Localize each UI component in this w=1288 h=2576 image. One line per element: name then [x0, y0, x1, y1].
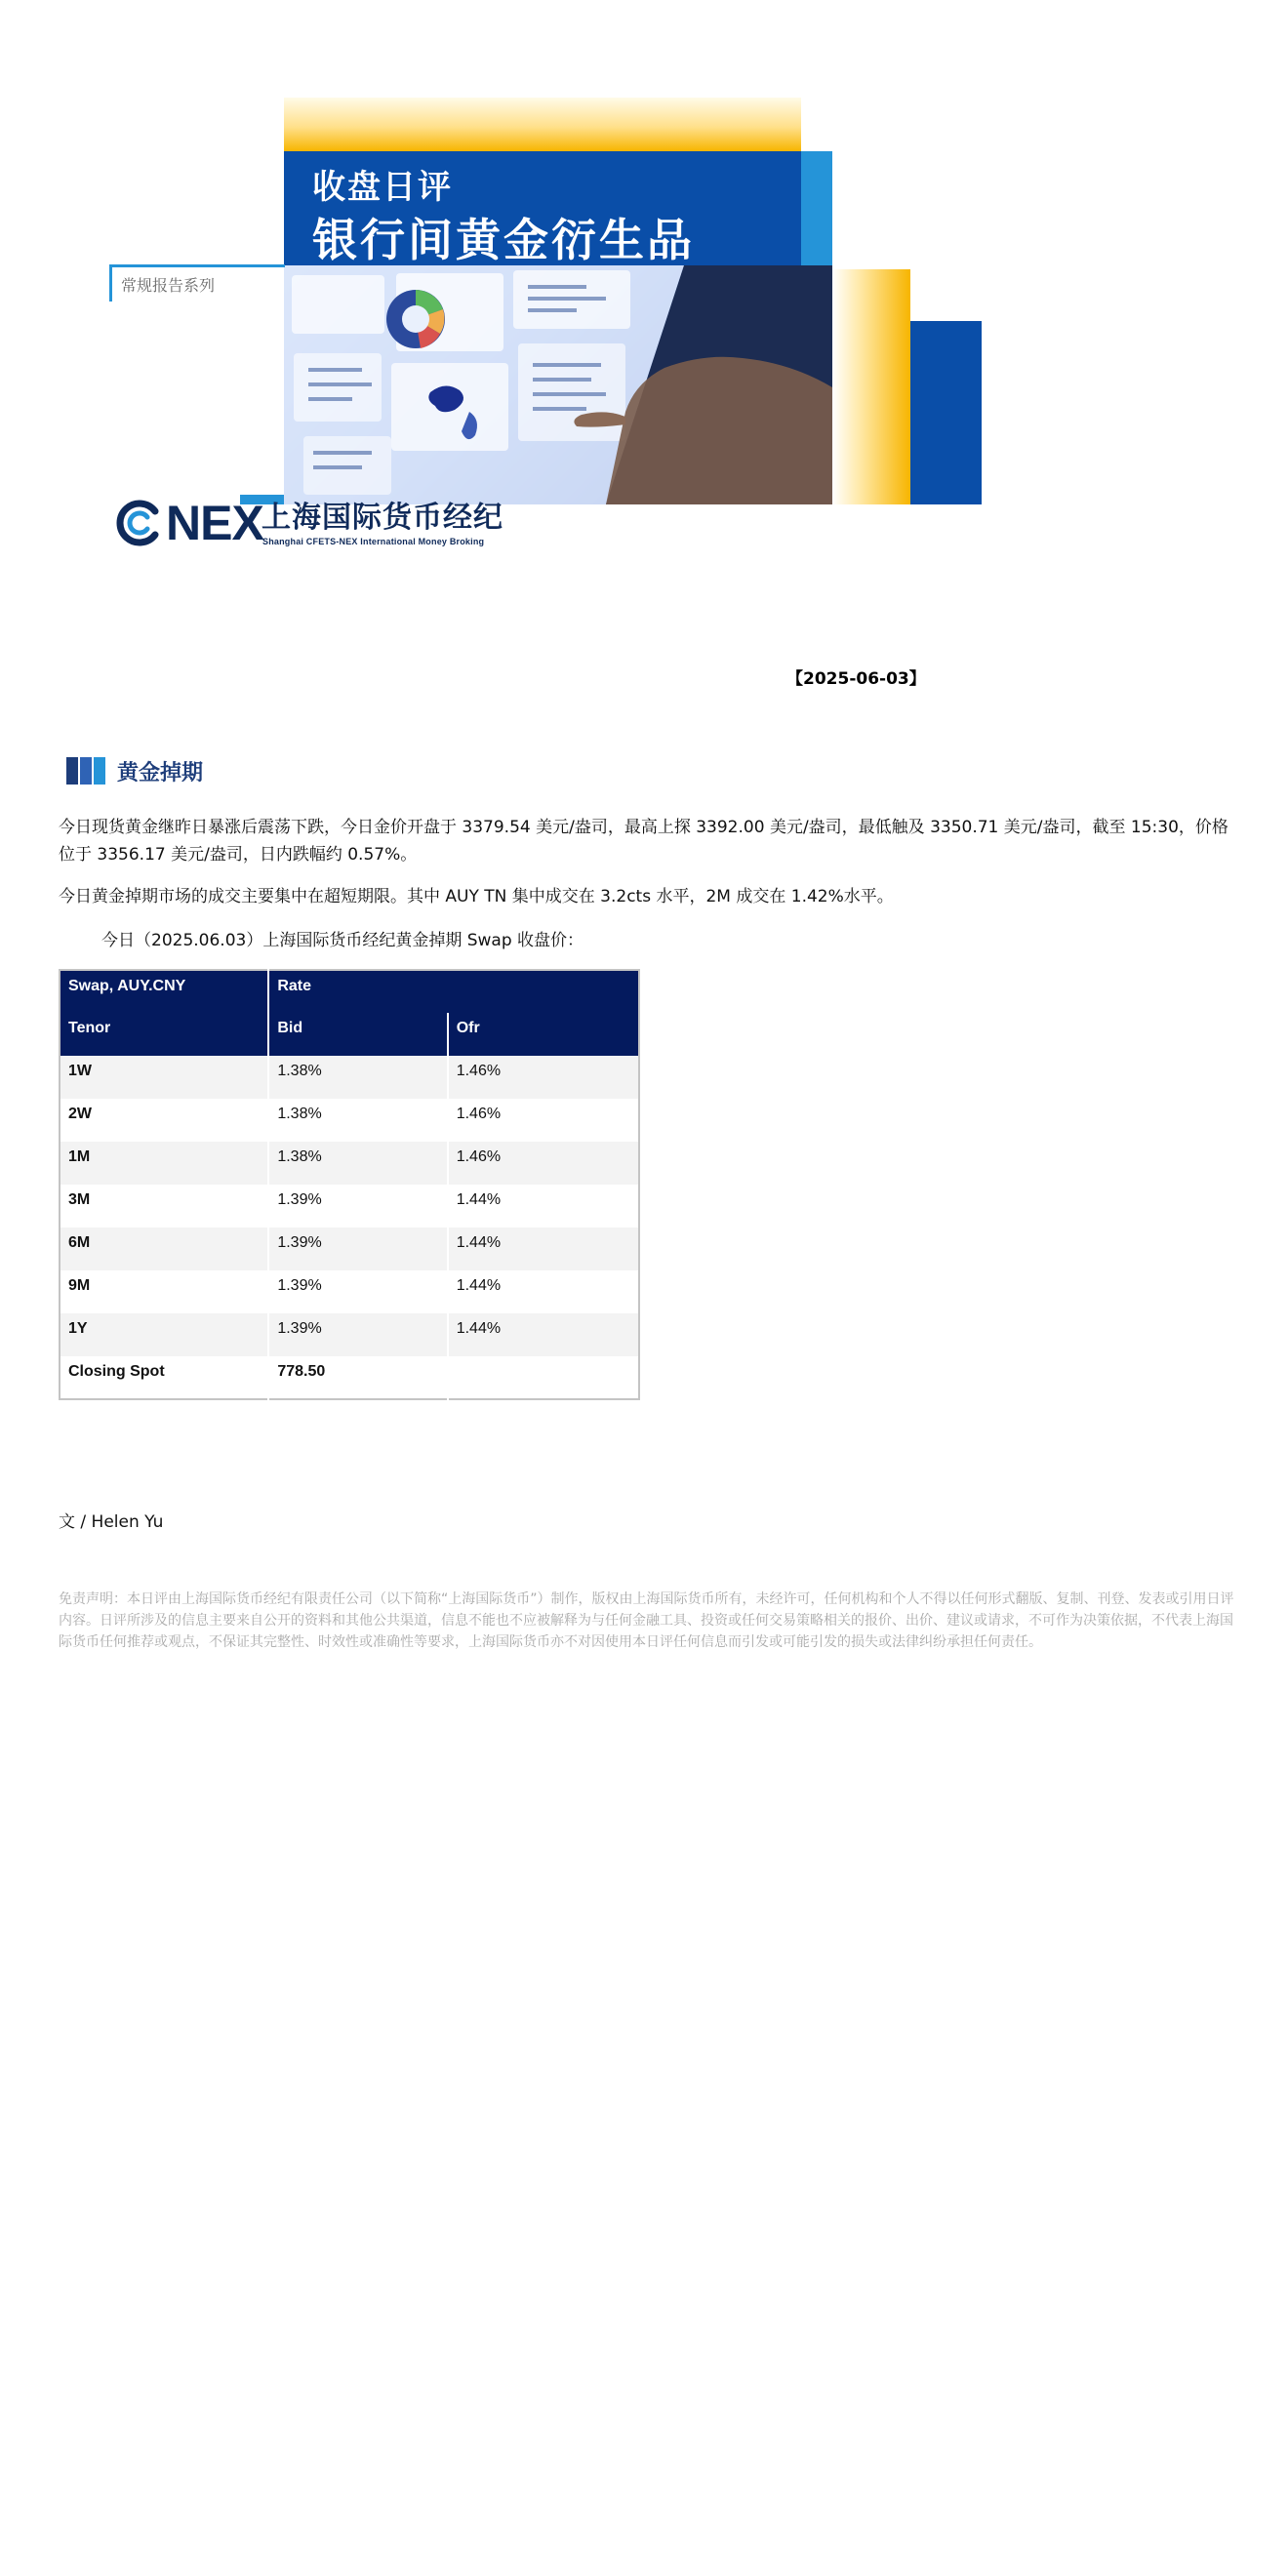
table-header-row [60, 970, 639, 1013]
header-tenor: Tenor [60, 1013, 268, 1056]
banner-accent-strip [801, 151, 832, 265]
tenor-cell: 3M [68, 1191, 91, 1208]
closing-spot-row [60, 1356, 639, 1399]
logo-name-cn: 上海国际货币经纪 [262, 501, 503, 535]
section-bars-icon [66, 757, 109, 785]
header-rate: Rate [268, 970, 639, 1013]
swap-rate-table [59, 969, 640, 1400]
bid-cell: 1.39% [268, 1270, 447, 1313]
closing-spot-empty [448, 1356, 639, 1399]
tenor-cell: 1W [60, 1056, 268, 1099]
table-intro-paragraph: 今日（2025.06.03）上海国际货币经纪黄金掉期 Swap 收盘价： [101, 931, 584, 950]
closing-spot-value: 778.50 [268, 1356, 447, 1399]
closing-spot-label: Closing Spot [68, 1363, 165, 1380]
header-bid: Bid [268, 1013, 447, 1056]
market-summary-paragraph: 今日现货黄金继昨日暴涨后震荡下跌，今日金价开盘于 3379.54 美元/盎司，最高上探 3392.00 美元/盎司，最低触及 3350.71 美元/盎司，截至 15:30，价格位于 3356.17 美元/盎司，日内跌幅约 0.57%。 [59, 818, 1228, 865]
table-row [60, 1228, 639, 1270]
bid-cell: 1.39% [268, 1185, 447, 1228]
tenor-cell: 1Y [60, 1313, 268, 1356]
header-ofr: Ofr [448, 1013, 639, 1056]
ofr-cell: 1.46% [448, 1056, 639, 1099]
section-title: 黄金掉期 [117, 761, 204, 785]
ofr-cell: 1.46% [448, 1099, 639, 1142]
ofr-cell: 1.44% [448, 1270, 639, 1313]
bid-cell: 1.38% [268, 1056, 447, 1099]
banner-title-line2: 银行间黄金衍生品 [312, 214, 695, 266]
banner-gold-band [284, 98, 801, 151]
trading-summary-paragraph: 今日黄金掉期市场的成交主要集中在超短期限。其中 AUY TN 集中成交在 3.2cts 水平，2M 成交在 1.42%水平。 [59, 887, 894, 906]
report-date: 【2025-06-03】 [786, 669, 926, 689]
logo-brand: NEX [166, 496, 263, 550]
table-row [60, 1099, 639, 1142]
table-row [60, 1270, 639, 1313]
bid-cell: 1.38% [268, 1142, 447, 1185]
bid-cell: 1.39% [268, 1228, 447, 1270]
tenor-cell: 2W [68, 1106, 92, 1122]
logo-name-en: Shanghai CFETS-NEX International Money Broking [262, 537, 485, 546]
bid-cell: 1.39% [268, 1313, 447, 1356]
banner-blue-accent [910, 321, 982, 504]
table-row [60, 1056, 639, 1099]
ofr-cell: 1.44% [448, 1313, 639, 1356]
nex-logo-icon [116, 500, 163, 546]
banner-photo [284, 265, 832, 504]
header-swap: Swap, AUY.CNY [60, 970, 268, 1013]
table-row [60, 1185, 639, 1228]
ofr-cell: 1.46% [448, 1142, 639, 1185]
table-row [60, 1142, 639, 1185]
ofr-cell: 1.44% [448, 1185, 639, 1228]
banner-gold-accent [832, 269, 910, 504]
ofr-cell: 1.44% [448, 1228, 639, 1270]
tenor-cell: 9M [68, 1277, 91, 1294]
tenor-cell: 6M [60, 1228, 268, 1270]
bid-cell: 1.38% [268, 1099, 447, 1142]
table-row [60, 1313, 639, 1356]
banner-title-line1: 收盘日评 [312, 168, 453, 207]
series-label: 常规报告系列 [121, 276, 216, 295]
table-subheader-row [60, 1013, 639, 1056]
disclaimer-text: 免责声明：本日评由上海国际货币经纪有限责任公司（以下简称“上海国际货币”）制作，版权由上海国际货币所有，未经许可，任何机构和个人不得以任何形式翻版、复制、刊登、发表或引用日评内容。日评所涉及的信息主要来自公开的资料和其他公共渠道，信息不能也不应被解释为与任何金融工具、投资或任何交易策略相关的报价、出价、建议或请求，不可作为决策依据，不代表上海国际货币任何推荐或观点，不保证其完整性、时效性或准确性等要求，上海国际货币亦不对因使用本日评任何信息而引发或可能引发的损失或法律纠纷承担任何责任。 [59, 1591, 1234, 1650]
tenor-cell: 1M [60, 1142, 268, 1185]
author-line: 文 / Helen Yu [59, 1512, 164, 1532]
